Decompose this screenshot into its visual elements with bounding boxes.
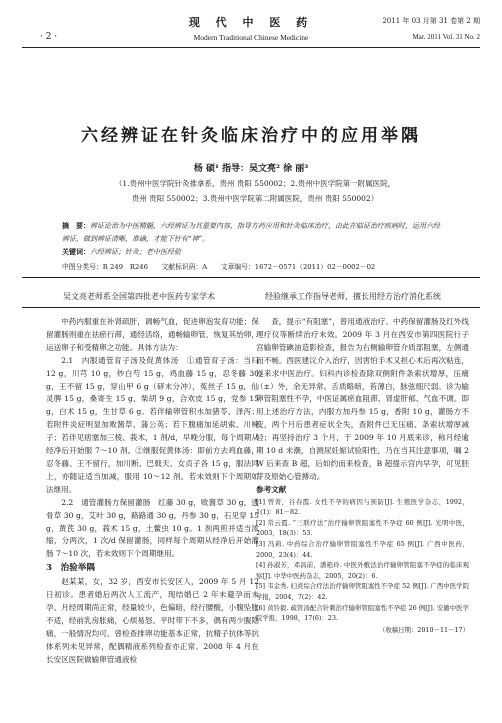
- header-rule: [22, 47, 480, 48]
- issue-info-en: Mar. 2011 Vol. 31 No. 2: [412, 33, 480, 41]
- section-paragraph: 2.2 通管灌肠方保留灌肠 红藤 30 g，败酱草 30 g，透骨草 30 g，艾叶 30 g，路路通 30 g，丹参 30 g，石见穿 15 g，黄芪 30 g，莪术 15 g，土鳖虫 10 g。1 剂两煎并适当浓缩，分两次，1 次/d 保留灌肠，同样每个周期从经净后开始灌肠 7～10 次，若未效则下个周期继用。: [46, 497, 259, 559]
- article-title: 六经辨证在针灸临床治疗中的应用举隅: [81, 126, 421, 146]
- body-paragraph: 赵某某，女，32 岁，西安市长安区人，2009 年 5 月 12 日初诊。患者婚后两次人工流产，现结婚已 2 年未避孕而未孕。月经周期尚正常，经量较少，色偏暗，经行腰酸，小腹坠胀不适，经前乳房胀痛，心烦易怒。平时带下不多，偶有两少腹隐痛，一般情况均可。曾检查排卵功能基本正常，抗精子抗体等抗体系列未见异常，配偶精液系列检查亦正常。2008 年 4 月在长安区医院做输卵管通液检: [46, 577, 259, 664]
- classification-meta: 中图分类号：R 249 R246 文献标识码：A 文章编号：1672－0571（2011）02－0002－02: [62, 263, 376, 271]
- journal-title-en: Modern Traditional Chinese Medicine: [193, 33, 309, 42]
- affiliation-line: 贵州 贵阳 550002；3.贵州中医学院第二附属医院，贵州 贵阳 550002）: [131, 194, 379, 203]
- reference-item: [6] 黄铃毅. 疏管汤配合针刺治疗输卵管阻塞性不孕症 26 例[J]. 安徽中医学院学报，1998，17(6)：23.: [256, 603, 469, 623]
- journal-title-cn: 现 代 中 医 药: [188, 16, 314, 29]
- affiliation-line: （1.贵州中医学院针灸推拿系，贵州 贵阳 550002；2.贵州中医学院第一附属医院，: [114, 179, 396, 188]
- reference-item: [3] 冯莉. 中药综合治疗输卵管阻塞性不孕症 65 例[J]. 广西中医药，2000，23(4)：44.: [256, 540, 469, 559]
- abstract: [62, 219, 440, 246]
- section-heading: 3 治验举隅: [46, 563, 95, 574]
- page-number: · 2 ·: [40, 32, 58, 42]
- received-date: （收稿日期：2010－11－17）: [378, 625, 469, 634]
- intro-right: 经验继承工作指导老师，擅长用经方治疗消化系统: [265, 292, 441, 301]
- right-column: [256, 316, 469, 637]
- reference-item: [5] 韦金秀. 妇炎综合疗法治疗输卵管阻塞性不孕症 52 例[J]. 广西中医学院学报，2004，7(2)：42.: [256, 582, 469, 602]
- abstract-rule: [22, 277, 480, 278]
- reference-item: [4] 孙淑芳，邓昌前，潘艳玲. 中医外敷法治疗输卵管阻塞不孕症的临床观察[J]. 中华中医药杂志，2005，20(2)：6.: [256, 561, 469, 580]
- authors: 杨 硕¹ 指导：吴文亮² 徐 丽³: [193, 164, 309, 174]
- section-paragraph: 2.1 内服通管育子汤及促黄体汤 ①通管育子汤：当归 12 g，川芎 10 g，炒白芍 15 g，鸡血藤 15 g，忍冬藤 30 g，王不留 15 g，穿山甲 6 g（研末分冲），菟丝子 15 g，仙灵脾 15 g，桑寄生 15 g，柴胡 9 g，合欢皮 15 g，党参 15 g，白术 15 g，生甘草 6 g。若伴输卵管积水加猪苓、泽泻；若附件炎症明显加败酱草、蒲公英；若下腹痛加延胡索、川楝子；若伴见痞塞加三棱、莪术，1 剂/d，早晚分服，每个周期从经净后开始服 7～10 剂。②继服促黄体汤：即前方去鸡血藤，忍冬藤、王不留行，加川断、巴戟天、女贞子各 15 g，服法同上，亦随证适当加减，服用 10～12 剂。若未效则下个周期如法继用。: [46, 355, 259, 494]
- keywords-label: 关键词：: [62, 247, 90, 256]
- left-column: [46, 316, 259, 666]
- reference-item: [2] 常云霞. “三联疗法”治疗输卵管阻塞性不孕症 60 例[J]. 光明中医，2003，18(3)：53.: [256, 518, 469, 538]
- abstract-label: 摘 要：: [62, 221, 90, 230]
- references-heading: 参考文献: [256, 484, 287, 494]
- keywords-text: 六经辨证；针灸；老中医经验: [90, 248, 181, 256]
- reference-item: [1] 曾菁，谷春霞. 女性不孕的病因与预防[J]. 生殖医学杂志，1992，1(1)：81－82.: [256, 497, 469, 517]
- issue-info-cn: 2011 年 03 月第 31 卷第 2 期: [382, 17, 480, 25]
- abstract-text: 辨证论治为中医精髓，六经辨证为其重要内容，指导方药应用和针灸临床治疗，由此在临证治疗疾病时，运用六经辨证，做到辨证清晰，准确，才能下针有“神”。: [62, 222, 440, 243]
- affiliations: [60, 176, 450, 206]
- keywords: [62, 247, 181, 257]
- intro-rule: [22, 307, 480, 308]
- body-paragraph: 查，提示“有阻塞”，曾用通液治疗、中药保留灌肠及红外线理疗仪等断续治疗未效。2009 年 3 月在西安市第四医院行子宫输卵管碘油造影检查，报告为右侧输卵管介质部阻塞，左侧通而不畅。西医建议介入治疗，因害怕手术又担心术后再次粘连，遂来求中医治疗。妇科内诊检查除双侧附件条索状增厚，压痛（±）外，余无异常。舌质略暗，苔薄白，脉弦细尺弱。诊为输卵管阻塞性不孕，中医证属瘀血阻滞、肾虚肝郁、气血不调。即用上述治疗方法，内服方加丹参 15 g，香附 10 g，灌肠方不变，两个月后患者症状全失，查附件已无压痛、条索状增厚减轻；再坚持治疗 3 个月，于 2009 年 10 月底来诊，称月经逾期 10 d 未潮，自测尿妊娠试验阳性，乃在当其注意事项，嘱 2 W 后来查 B 超，后如约而来检查，B 超提示宫内早孕，可见胚芽及原始心管搏动。: [256, 317, 469, 481]
- intro-left: 吴文亮老师系全国第四批老中医药专家学术: [63, 292, 215, 301]
- body-paragraph: 中药内服重在补肾疏肝，调畅气血，促进卵泡发育功能；保留灌肠则重在祛瘀行滞，通经活络，通畅输卵管，恢复其怡卵，运送卵子和受精卵之功能。具体方法为：: [46, 317, 259, 352]
